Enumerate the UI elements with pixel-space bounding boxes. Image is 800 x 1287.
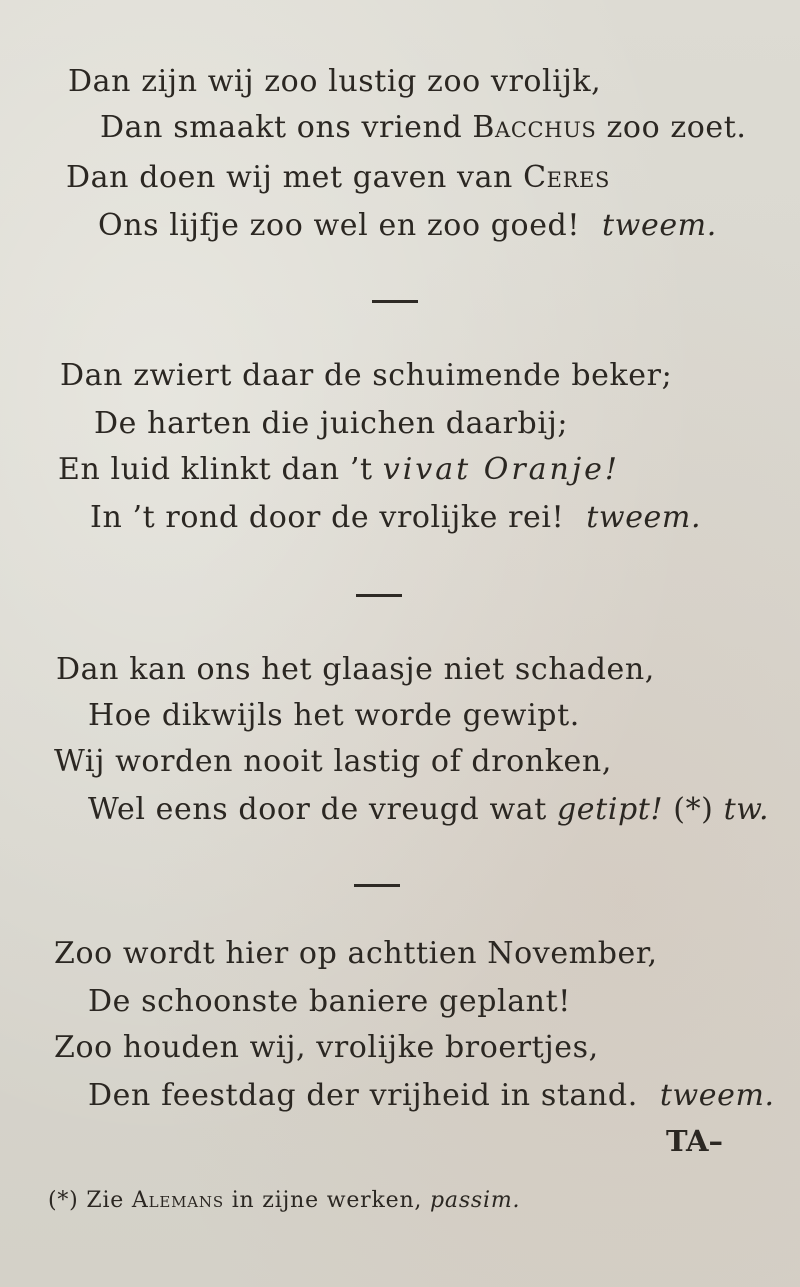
stanza-1-line-1: Dan zijn wij zoo lustig zoo vrolijk, [68,64,602,99]
stanza-1-line-2: Dan smaakt ons vriend Bacchus zoo zoet. [100,110,747,145]
stanza-2-line-2: De harten die juichen daarbij; [94,406,569,441]
stanza-1-line-3: Dan doen wij met gaven van Ceres [66,160,610,195]
stanza-4-line-4: Den feestdag der vrijheid in stand. tweem. [88,1078,775,1113]
stanza-3-line-4: Wel eens door de vreugd wat getipt! (*) tw. [88,792,770,827]
stanza-separator [354,884,400,887]
stanza-4-line-2: De schoonste baniere geplant! [88,984,571,1019]
stanza-3-line-3: Wij worden nooit lastig of dronken, [54,744,612,779]
footnote: (*) Zie Alemans in zijne werken, passim. [48,1188,521,1213]
stanza-3-line-1: Dan kan ons het glaasje niet schaden, [56,652,655,687]
stanza-4-line-3: Zoo houden wij, vrolijke broertjes, [54,1030,599,1065]
stanza-4-line-1: Zoo wordt hier op achttien November, [54,936,658,971]
stanza-1-line-4: Ons lijfje zoo wel en zoo goed! tweem. [98,208,717,243]
stanza-separator [356,594,402,597]
stanza-3-line-2: Hoe dikwijls het worde gewipt. [88,698,580,733]
stanza-2-line-4: In ’t rond door de vrolijke rei! tweem. [90,500,702,535]
stanza-separator [372,300,418,303]
catchword: TA– [666,1124,723,1158]
stanza-2-line-1: Dan zwiert daar de schuimende beker; [60,358,673,393]
stanza-2-line-3: En luid klinkt dan ’t vivat Oranje! [58,452,620,487]
